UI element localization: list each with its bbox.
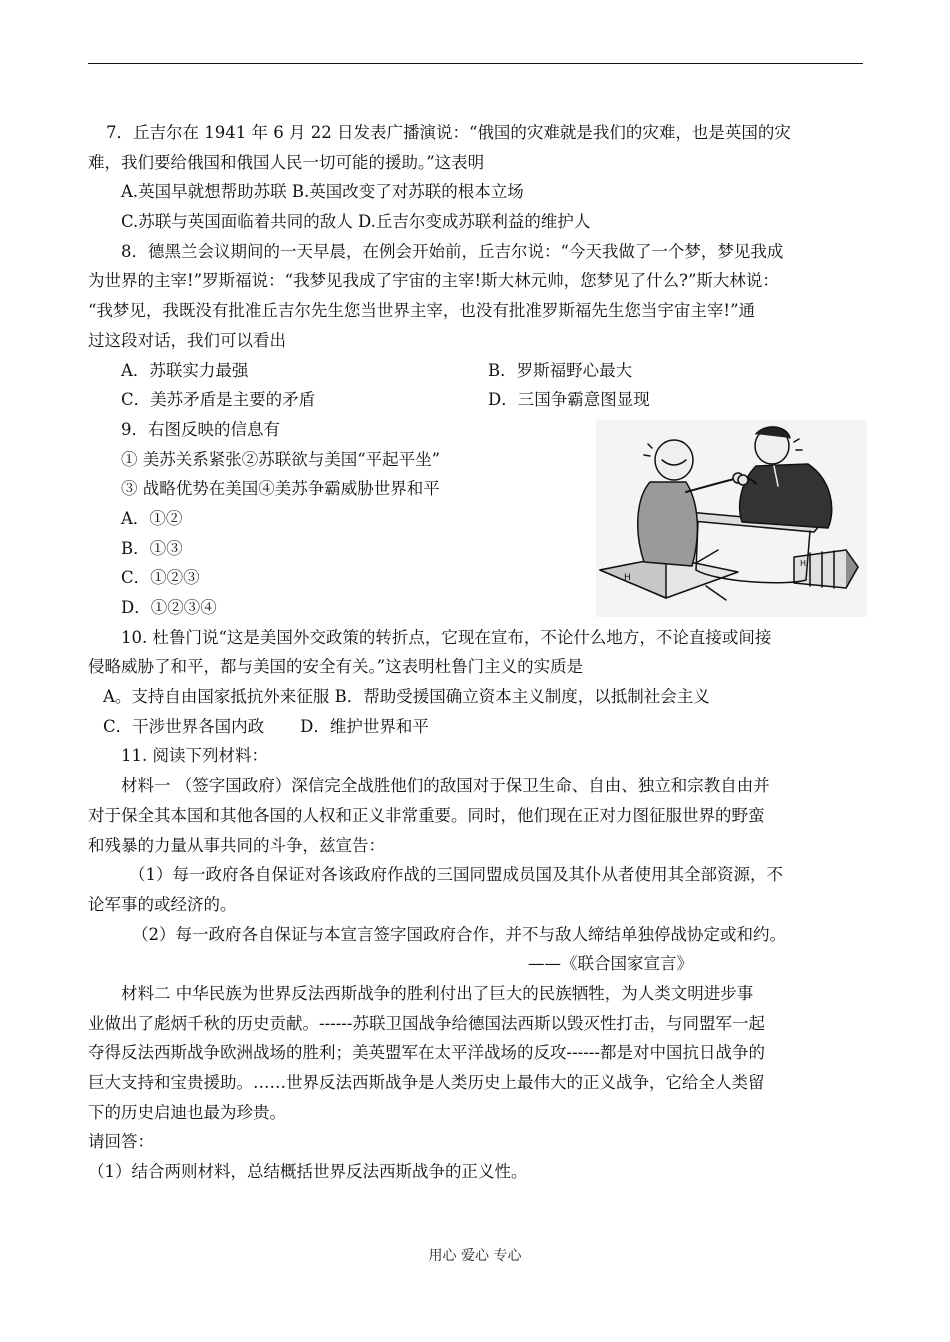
q11-material2-line4: 巨大支持和宝贵援助。……世界反法西斯战争是人类历史上最伟大的正义战争，它给全人类留 xyxy=(88,1073,765,1092)
q11-material2-line2: 业做出了彪炳千秋的历史贡献。------苏联卫国战争给德国法西斯以毁灭性打击，与同盟军一起 xyxy=(88,1013,765,1033)
q11-material1-item1-line2: 论军事的或经济的。 xyxy=(88,894,237,914)
q11-material2-line3: 夺得反法西斯战争欧洲战场的胜利；美英盟军在太平洋战场的反攻------都是对中国抗日战争的 xyxy=(88,1043,765,1063)
q7-options-cd: C.苏联与英国面临着共同的敌人 D.丘吉尔变成苏联利益的维护人 xyxy=(121,212,591,232)
q11-intro: 11. 阅读下列材料： xyxy=(121,746,268,766)
q7-options-ab: A.英国早就想帮助苏联 B.英国改变了对苏联的根本立场 xyxy=(121,182,524,202)
q11-material2-line5: 下的历史启迪也最为珍贵。 xyxy=(88,1102,286,1122)
page-footer: 用心 爱心 专心 xyxy=(428,1248,522,1264)
q10-line2: 侵略威胁了和平，都与美国的安全有关。”这表明杜鲁门主义的实质是 xyxy=(88,657,584,677)
q8-line3: “我梦见，我既没有批准丘吉尔先生您当世界主宰，也没有批准罗斯福先生您当宇宙主宰!”通 xyxy=(88,301,756,321)
q8-options-cd xyxy=(88,385,863,415)
q10-option-d: D．维护世界和平 xyxy=(300,716,429,736)
q9-option-d: D．①②③④ xyxy=(121,598,217,617)
svg-text:H: H xyxy=(624,573,631,583)
q8-line1: 8．德黑兰会议期间的一天早晨，在例会开始前，丘吉尔说：“今天我做了一个梦，梦见我成 xyxy=(121,241,784,261)
q8-line2: 为世界的主宰!”罗斯福说：“我梦见我成了宇宙的主宰!斯大林元帅，您梦见了什么?”斯大林说： xyxy=(88,271,779,291)
svg-text:H: H xyxy=(800,559,807,568)
q7-line2: 难，我们要给俄国和俄国人民一切可能的援助。”这表明 xyxy=(88,152,485,172)
cartoon-drawing xyxy=(596,420,867,617)
q8-option-a: A．苏联实力最强 xyxy=(121,360,249,380)
q11-material1-item1-line1: （1）每一政府各自保证对各该政府作战的三国同盟成员国及其仆从者使用其全部资源，不 xyxy=(129,865,783,885)
q11-material1-line2: 对于保全其本国和其他各国的人权和正义非常重要。同时，他们现在正对力图征服世界的野蛮 xyxy=(88,805,765,825)
q7-line1: 7．丘吉尔在 1941 年 6 月 22 日发表广播演说：“俄国的灾难就是我们的灾难，也是英国的灾 xyxy=(106,123,791,142)
q10-line1: 10. 杜鲁门说“这是美国外交政策的转折点，它现在宣布，不论什么地方，不论直接或间接 xyxy=(121,627,772,647)
q8-option-c: C．美苏矛盾是主要的矛盾 xyxy=(121,390,316,410)
q8-option-b: B．罗斯福野心最大 xyxy=(488,360,633,380)
page-content xyxy=(88,118,863,1187)
q11-material2-line1: 材料二 中华民族为世界反法西斯战争的胜利付出了巨大的民族牺牲，为人类文明进步事 xyxy=(121,983,754,1003)
q9-option-b: B．①③ xyxy=(121,538,183,558)
q11-material1-line3: 和残暴的力量从事共同的斗争，兹宣告： xyxy=(88,835,385,855)
q10-option-c: C．干涉世界各国内政 xyxy=(103,716,265,736)
q10-options-cd xyxy=(88,712,863,742)
q9-line1: 9．右图反映的信息有 xyxy=(121,419,280,439)
q11-material1-line1: 材料一 （签字国政府）深信完全战胜他们的敌国对于保卫生命、自由、独立和宗教自由并 xyxy=(121,776,770,796)
q11-sub-question-1: （1）结合两则材料，总结概括世界反法西斯战争的正义性。 xyxy=(88,1162,528,1182)
header-rule xyxy=(88,63,863,64)
arm-wrestling-cartoon xyxy=(596,420,867,617)
q8-option-d: D．三国争霸意图显现 xyxy=(488,390,650,410)
q11-material1-source: ——《联合国家宣言》 xyxy=(528,954,693,974)
q11-ask: 请回答： xyxy=(88,1132,154,1152)
q9-line3: ③ 战略优势在美国④美苏争霸威胁世界和平 xyxy=(121,479,440,499)
q8-options-ab xyxy=(88,356,863,386)
q9-option-c: C．①②③ xyxy=(121,568,200,588)
q9-option-a: A．①② xyxy=(121,508,183,528)
q10-options-ab: A。支持自由国家抵抗外来征服 B．帮助受援国确立资本主义制度，以抵制社会主义 xyxy=(103,687,710,707)
q9-line2: ① 美苏关系紧张②苏联欲与美国“平起平坐” xyxy=(121,449,441,469)
q8-line4: 过这段对话，我们可以看出 xyxy=(88,330,286,350)
q11-material1-item2: （2）每一政府各自保证与本宣言签字国政府合作，并不与敌人缔结单独停战协定或和约。 xyxy=(132,924,786,944)
